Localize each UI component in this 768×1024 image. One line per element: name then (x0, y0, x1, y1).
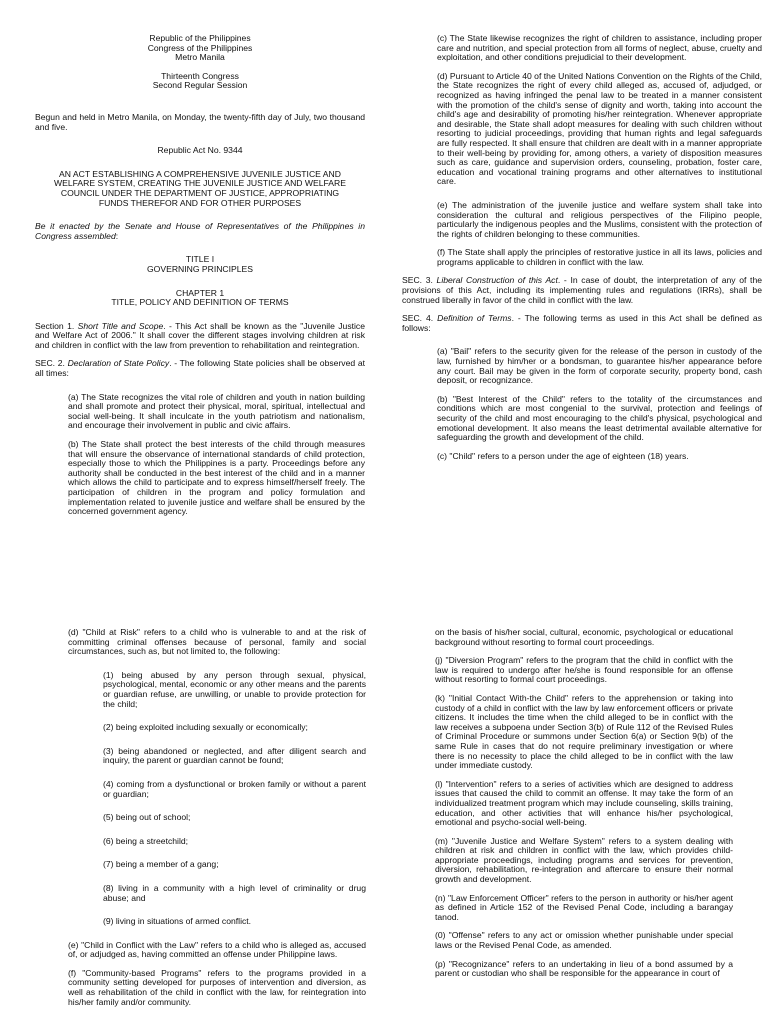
section-text: . - This Act shall be known as the "Juvenile Justice and Welfare Act of 2006." It shall cover the different stages involving children at risk and children in conflict with the law from prevention to rehabilitation and reintegration. (35, 320, 365, 350)
section-text: . - The following State policies shall be observed at all times: (35, 358, 365, 379)
definition-child-at-risk: (d) "Child at Risk" refers to a child who is vulnerable to and at the risk of committing criminal offenses because of personal, family and social circumstances, such as, but not limited to, the following: (68, 627, 366, 657)
chapter-name: TITLE, POLICY AND DEFINITION OF TERMS (111, 297, 289, 308)
section-1 (35, 322, 365, 351)
enacting-clause-text: Be it enacted by the Senate and House of Representatives of the Philippines in Congress assembled (35, 221, 365, 241)
header-line: Congress of the Philippines (147, 42, 253, 53)
risk-item: (6) being a streetchild; (103, 835, 189, 846)
policy-a: (a) The State recognizes the vital role of children and youth in nation building and shall promote and protect their physical, moral, spiritual, intellectual and social well-being. It shall inculcate in the youth patriotism and nationalism, and encourage their involvement in public and civic affairs. (68, 391, 365, 431)
header-line: Republic of the Philippines (149, 33, 251, 43)
section-title: Short Title and Scope (77, 320, 164, 331)
policy-b: (b) The State shall protect the best interests of the child through measures that will ensure the observance of international standards of child protection, especially those to which the Philippines is a party. Proceedings before any authority shall be conducted in the best interest of the child and in a manner which allows the child to participate and to express himself/herself freely. The participation of children in the program and policy formulation and implementation related to juvenile justice and welfare shall be ensured by the concerned government agency. (68, 439, 365, 517)
section-number: Section 1. (35, 320, 78, 331)
policy-e: (e) The administration of the juvenile justice and welfare system shall take into consideration the cultural and religious perspectives of the Filipino people, particularly the indigenous peoples and the Muslims, consistent with the protection of the rights of children belonging to these communities. (437, 199, 762, 239)
section-number: SEC. 3. (402, 275, 437, 286)
definition-intervention: (l) "Intervention" refers to a series of activities which are designed to address issues that caused the child to commit an offense. It may take the form of an individualized treatment program which may include counseling, skills training, education, and other activities that will enhance his/her psychological, emotional and psycho-social well-being. (435, 778, 733, 828)
section-2 (35, 359, 365, 378)
page2-left-column (68, 628, 366, 1007)
definition-bail: (a) "Bail" refers to the security given for the release of the person in custody of the law, furnished by him/her or a bondsman, to guarantee his/her appearance before any court. Bail may be given in the form of corporate security, property bond, cash deposit, or recognizance. (437, 346, 762, 386)
section-title: Definition of Terms (437, 313, 512, 324)
definition-jjws: (m) "Juvenile Justice and Welfare System" refers to a system dealing with children at risk and children in conflict with the law, which provides child-appropriate proceedings, including programs and services for prevention, diversion, rehabilitation, re-integration and aftercare to ensure their normal growth and development. (435, 835, 733, 885)
risk-item: (7) being a member of a gang; (103, 859, 219, 870)
chapter-heading (35, 289, 365, 308)
title-name: GOVERNING PRINCIPLES (146, 263, 253, 274)
session-info (35, 72, 365, 91)
section-4 (402, 314, 762, 333)
section-text: . - The following terms as used in this Act shall be defined as follows: (402, 313, 763, 333)
begun-paragraph: Begun and held in Metro Manila, on Monday, the twenty-fifth day of July, two thousand and five. (35, 111, 365, 132)
title-heading (35, 255, 365, 274)
republic-header (35, 34, 365, 63)
section-3 (402, 276, 762, 305)
risk-item: (9) living in situations of armed conflict. (103, 916, 252, 927)
policy-c: (c) The State likewise recognizes the right of children to assistance, including proper care and nutrition, and special protection from all forms of neglect, abuse, cruelty and exploitation, and other conditions prejudicial to their development. (437, 33, 762, 63)
header-line: Metro Manila (175, 52, 225, 63)
policy-d: (d) Pursuant to Article 40 of the United Nations Convention on the Rights of the Child, the State recognizes the right of every child alleged as, accused of, adjudged, or recognized as having infringed the penal law to be treated in a manner consistent with the promotion of the child's sense of dignity and worth, taking into account the child's age and desirability of promoting his/her reintegration. Whenever appropriate and desirable, the State shall adopt measures for dealing with such children without resorting to judicial proceedings, providing that human rights and legal safeguards are fully respected. It shall ensure that children are dealt with in a manner appropriate to their well-being by providing for, among others, a variety of disposition measures such as care, guidance and supervision orders, counseling, probation, foster care, education and vocational training programs and other alternatives to institutional care. (437, 70, 762, 187)
continued-text: on the basis of his/her social, cultural, economic, psychological or educational background without resorting to formal court proceedings. (435, 627, 733, 647)
policy-f: (f) The State shall apply the principles of restorative justice in all its laws, policies and programs applicable to children in conflict with the law. (437, 247, 762, 267)
title-label: TITLE I (185, 254, 215, 265)
document-page-2 (0, 600, 768, 1024)
section-number: SEC. 2. (35, 358, 68, 369)
risk-item: (5) being out of school; (103, 812, 191, 823)
definition-community-programs: (f) "Community-based Programs" refers to the programs provided in a community setting developed for purposes of intervention and diversion, as well as rehabilitation of the child in conflict with the law, for reintegration into his/her family and/or community. (68, 967, 366, 1007)
definition-child: (c) "Child" refers to a person under the age of eighteen (18) years. (437, 450, 689, 461)
risk-item: (4) coming from a dysfunctional or broken family or without a parent or guardian; (103, 778, 366, 799)
definition-recognizance: (p) "Recognizance" refers to an undertaking in lieu of a bond assumed by a parent or custodian who shall be responsible for the appearance in court of (435, 958, 733, 979)
section-title: Declaration of State Policy (67, 358, 170, 369)
section-text: . - In case of doubt, the interpretation of any of the provisions of this Act, including its implementing rules and regulations (IRRs), shall be construed liberally in favor of the child in conflict with the law. (402, 275, 763, 305)
session-line: Second Regular Session (152, 80, 248, 91)
page1-right-column (402, 34, 762, 461)
definition-best-interest: (b) "Best Interest of the Child" refers to the totality of the circumstances and conditions which are most congenial to the survival, protection and feelings of security of the child and most encouraging to the child's physical, psychological and emotional development. It also means the least detrimental available alternative for safeguarding the growth and development of the child. (437, 393, 762, 443)
risk-item: (8) living in a community with a high level of criminality or drug abuse; and (103, 882, 366, 903)
definition-law-enforcement-officer: (n) "Law Enforcement Officer" refers to the person in authority or his/her agent as defined in Article 152 of the Revised Penal Code, including a barangay tanod. (435, 892, 733, 922)
republic-act-number: Republic Act No. 9344 (157, 145, 243, 156)
enacting-clause-colon: : (115, 230, 119, 241)
chapter-label: CHAPTER 1 (175, 287, 225, 298)
definition-diversion-program: (j) "Diversion Program" refers to the program that the child in conflict with the law is required to undergo after he/she is found responsible for an offense without resorting to formal court proceedings. (435, 655, 733, 685)
page1-left-column (35, 34, 365, 517)
risk-item: (3) being abandoned or neglected, and after diligent search and inquiry, the parent or guardian cannot be found; (103, 745, 366, 766)
page2-right-column (435, 628, 733, 979)
session-line: Thirteenth Congress (161, 70, 239, 81)
act-title: AN ACT ESTABLISHING A COMPREHENSIVE JUVENILE JUSTICE AND WELFARE SYSTEM, CREATING THE JUVENILE JUSTICE AND WELFARE COUNCIL UNDER THE DEPARTMENT OF JUSTICE, APPROPRIATING FUNDS THEREFOR AND FOR OTHER PURPOSES (54, 168, 346, 208)
definition-child-in-conflict: (e) "Child in Conflict with the Law" refers to a child who is alleged as, accused of, or adjudged as, having committed an offense under Philippine laws. (68, 939, 366, 960)
risk-item: (2) being exploited including sexually or economically; (103, 722, 308, 733)
section-number: SEC. 4. (402, 313, 438, 324)
definition-offense: (0) "Offense" refers to any act or omission whether punishable under special laws or the Revised Penal Code, as amended. (435, 930, 733, 951)
risk-item: (1) being abused by any person through sexual, physical, psychological, mental, economic or any other means and the parents or guardian refuse, are unwilling, or unable to provide protection for the child; (103, 669, 366, 709)
section-title: Liberal Construction of this Act (436, 275, 558, 286)
definition-initial-contact: (k) "Initial Contact With-the Child" refers to the apprehension or taking into custody of a child in conflict with the law by law enforcement officers or private citizens. It includes the time when the child alleged to be in conflict with the law receives a subpoena under Section 3(b) of Rule 112 of the Revised Rules of Criminal Procedure or summons under Section 6(a) or Section 9(b) of the same Rule in cases that do not require preliminary investigation or where there is no necessity to place the child alleged to be in conflict with the law under immediate custody. (435, 692, 733, 771)
enacting-clause (35, 222, 365, 241)
